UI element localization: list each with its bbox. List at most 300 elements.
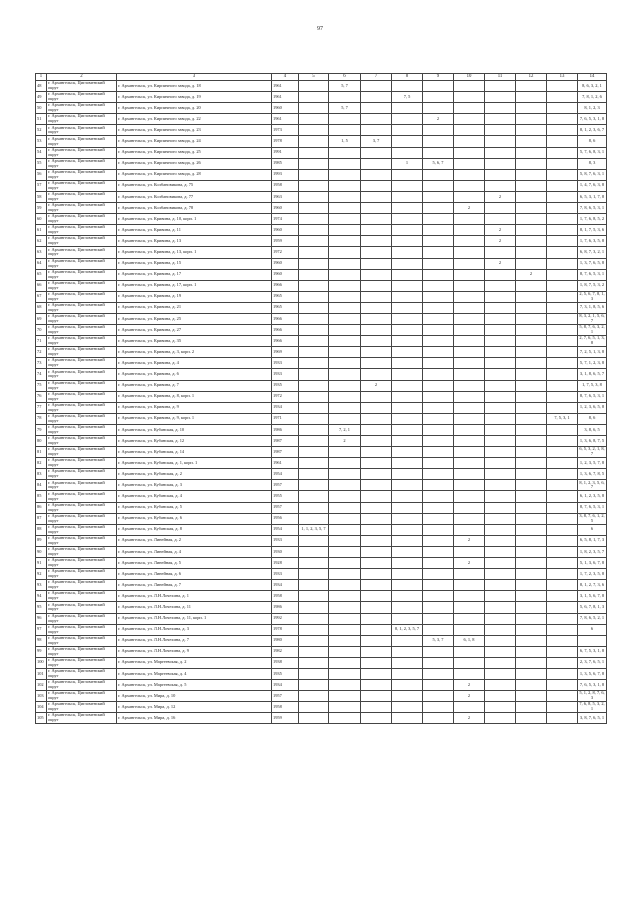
value-cell-col-13: [547, 424, 578, 435]
column-header-6: 6: [329, 74, 361, 81]
value-cell-col-10: [454, 402, 485, 413]
row-number: 70: [36, 325, 47, 336]
district-cell: г. Архангельск, Цигломенский округ: [47, 158, 117, 169]
value-cell-col-6: [329, 391, 361, 402]
value-cell-col-9: [423, 347, 454, 358]
value-cell-col-5: [299, 247, 329, 258]
value-cell-col-13: [547, 591, 578, 602]
value-cell-col-8: [392, 668, 423, 679]
value-cell-col-11: [485, 92, 516, 103]
value-cell-col-5: [299, 469, 329, 480]
value-cell-col-13: [547, 635, 578, 646]
value-cell-col-6: [329, 269, 361, 280]
value-cell-col-9: [423, 269, 454, 280]
table-row: [36, 680, 607, 691]
value-cell-col-10: [454, 180, 485, 191]
value-cell-col-8: [392, 291, 423, 302]
value-cell-col-12: [516, 546, 547, 557]
value-cell-col-12: [516, 358, 547, 369]
district-cell: г. Архангельск, Цигломенский округ: [47, 424, 117, 435]
value-cell-col-10: [454, 358, 485, 369]
row-number: 90: [36, 546, 47, 557]
value-cell-col-9: 2: [423, 114, 454, 125]
address-cell: г. Архангельск, ул. Маргеевская, д. 2: [117, 657, 272, 668]
value-cell-col-13: [547, 702, 578, 713]
priority-cell: 8, 6: [578, 413, 607, 424]
district-cell: г. Архангельск, Цигломенский округ: [47, 436, 117, 447]
value-cell-col-6: [329, 158, 361, 169]
value-cell-col-12: [516, 524, 547, 535]
value-cell-col-5: [299, 513, 329, 524]
value-cell-col-6: [329, 225, 361, 236]
table-body: [36, 81, 607, 724]
district-cell: г. Архангельск, Цигломенский округ: [47, 558, 117, 569]
value-cell-col-9: [423, 391, 454, 402]
value-cell-col-5: [299, 646, 329, 657]
value-cell-col-12: [516, 491, 547, 502]
table-row: [36, 247, 607, 258]
value-cell-col-10: [454, 657, 485, 668]
value-cell-col-11: [485, 635, 516, 646]
value-cell-col-8: [392, 546, 423, 557]
value-cell-col-12: [516, 502, 547, 513]
value-cell-col-8: [392, 591, 423, 602]
value-cell-col-5: [299, 236, 329, 247]
value-cell-col-6: [329, 546, 361, 557]
value-cell-col-13: [547, 513, 578, 524]
value-cell-col-10: 2: [454, 203, 485, 214]
address-cell: г. Архангельск, ул. Линейная, д. 7: [117, 580, 272, 591]
value-cell-col-8: [392, 147, 423, 158]
value-cell-col-13: [547, 569, 578, 580]
value-cell-col-5: [299, 436, 329, 447]
value-cell-col-9: [423, 258, 454, 269]
table-row: [36, 136, 607, 147]
year-cell: 1956: [272, 513, 299, 524]
district-cell: г. Архангельск, Цигломенский округ: [47, 646, 117, 657]
value-cell-col-11: [485, 136, 516, 147]
district-cell: г. Архангельск, Цигломенский округ: [47, 81, 117, 92]
priority-cell: 8, 6, 3, 2, 1: [578, 81, 607, 92]
year-cell: 1971: [272, 413, 299, 424]
table-row: [36, 713, 607, 724]
priority-cell: 7, 6, 5, 3, 1, 8: [578, 680, 607, 691]
value-cell-col-10: 2: [454, 713, 485, 724]
value-cell-col-12: [516, 668, 547, 679]
year-cell: 1978: [272, 136, 299, 147]
value-cell-col-7: [361, 92, 392, 103]
value-cell-col-11: [485, 358, 516, 369]
value-cell-col-10: [454, 391, 485, 402]
value-cell-col-8: [392, 269, 423, 280]
district-cell: г. Архангельск, Цигломенский округ: [47, 546, 117, 557]
year-cell: 1957: [272, 480, 299, 491]
value-cell-col-9: [423, 369, 454, 380]
value-cell-col-6: [329, 702, 361, 713]
value-cell-col-7: [361, 646, 392, 657]
address-cell: г. Архангельск, ул. Кубанская, д. 1, корп. 1: [117, 458, 272, 469]
value-cell-col-5: [299, 668, 329, 679]
value-cell-col-10: [454, 602, 485, 613]
value-cell-col-5: [299, 613, 329, 624]
value-cell-col-6: 7, 2, 1: [329, 424, 361, 435]
value-cell-col-5: [299, 180, 329, 191]
address-cell: г. Архангельск, ул. Кривина, д. 17, корп. 1: [117, 280, 272, 291]
address-cell: г. Архангельск, ул. Л.Н.Лочехина, д. 1: [117, 591, 272, 602]
value-cell-col-10: [454, 147, 485, 158]
priority-cell: 5, 7, 6, 8, 3, 1: [578, 147, 607, 158]
value-cell-col-11: [485, 169, 516, 180]
value-cell-col-8: [392, 380, 423, 391]
value-cell-col-7: [361, 402, 392, 413]
district-cell: г. Архангельск, Цигломенский округ: [47, 491, 117, 502]
value-cell-col-11: [485, 247, 516, 258]
priority-cell: 7, 2, 5, 1, 3, 8: [578, 347, 607, 358]
column-header-8: 8: [392, 74, 423, 81]
table-row: [36, 236, 607, 247]
value-cell-col-7: [361, 258, 392, 269]
table-row: [36, 436, 607, 447]
value-cell-col-7: [361, 546, 392, 557]
value-cell-col-5: [299, 380, 329, 391]
value-cell-col-5: [299, 558, 329, 569]
value-cell-col-5: [299, 402, 329, 413]
value-cell-col-6: [329, 280, 361, 291]
value-cell-col-9: [423, 291, 454, 302]
row-number: 79: [36, 424, 47, 435]
value-cell-col-5: [299, 347, 329, 358]
value-cell-col-10: [454, 136, 485, 147]
priority-cell: 7, 8, 6, 5, 3, 1: [578, 203, 607, 214]
value-cell-col-10: [454, 469, 485, 480]
district-cell: г. Архангельск, Цигломенский округ: [47, 347, 117, 358]
value-cell-col-9: [423, 125, 454, 136]
value-cell-col-9: [423, 225, 454, 236]
value-cell-col-7: [361, 225, 392, 236]
row-number: 51: [36, 114, 47, 125]
value-cell-col-9: [423, 191, 454, 202]
value-cell-col-6: [329, 214, 361, 225]
value-cell-col-5: [299, 624, 329, 635]
address-cell: г. Архангельск, ул. Кривина, д. 13: [117, 236, 272, 247]
year-cell: 1986: [272, 602, 299, 613]
value-cell-col-11: [485, 469, 516, 480]
district-cell: г. Архангельск, Цигломенский округ: [47, 236, 117, 247]
value-cell-col-6: [329, 524, 361, 535]
value-cell-col-7: [361, 447, 392, 458]
district-cell: г. Архангельск, Цигломенский округ: [47, 247, 117, 258]
year-cell: 1933: [272, 358, 299, 369]
district-cell: г. Архангельск, Цигломенский округ: [47, 336, 117, 347]
column-header-5: 5: [299, 74, 329, 81]
value-cell-col-7: [361, 424, 392, 435]
table-row: [36, 591, 607, 602]
value-cell-col-7: [361, 469, 392, 480]
priority-cell: 6, 5, 8, 1, 7, 3: [578, 535, 607, 546]
priority-cell: 6: [578, 524, 607, 535]
district-cell: г. Архангельск, Цигломенский округ: [47, 369, 117, 380]
year-cell: 1928: [272, 558, 299, 569]
row-number: 67: [36, 291, 47, 302]
value-cell-col-8: [392, 480, 423, 491]
value-cell-col-10: [454, 347, 485, 358]
value-cell-col-10: [454, 524, 485, 535]
priority-cell: 5, 8, 7, 6, 3, 1: [578, 169, 607, 180]
district-cell: г. Архангельск, Цигломенский округ: [47, 291, 117, 302]
value-cell-col-9: [423, 624, 454, 635]
column-header-1: 1: [36, 74, 47, 81]
address-cell: г. Архангельск, ул. Кирпичного завода, д. 19: [117, 92, 272, 103]
value-cell-col-12: [516, 125, 547, 136]
table-row: [36, 191, 607, 202]
value-cell-col-12: [516, 81, 547, 92]
value-cell-col-10: 2: [454, 558, 485, 569]
district-cell: г. Архангельск, Цигломенский округ: [47, 513, 117, 524]
value-cell-col-8: [392, 580, 423, 591]
value-cell-col-7: [361, 180, 392, 191]
value-cell-col-8: [392, 358, 423, 369]
row-number: 62: [36, 236, 47, 247]
value-cell-col-8: [392, 602, 423, 613]
priority-cell: 6, 1, 2, 3, 5, 8: [578, 491, 607, 502]
value-cell-col-12: [516, 380, 547, 391]
address-cell: г. Архангельск, ул. Маргеевская, д. 4: [117, 668, 272, 679]
row-number: 65: [36, 269, 47, 280]
value-cell-col-9: [423, 236, 454, 247]
table-row: [36, 569, 607, 580]
value-cell-col-13: [547, 458, 578, 469]
value-cell-col-9: [423, 591, 454, 602]
value-cell-col-7: [361, 691, 392, 702]
table-row: [36, 280, 607, 291]
priority-cell: 1, 7, 5, 3, 8: [578, 380, 607, 391]
year-cell: 1960: [272, 103, 299, 114]
value-cell-col-7: [361, 458, 392, 469]
value-cell-col-13: [547, 613, 578, 624]
year-cell: 1961: [272, 114, 299, 125]
value-cell-col-9: [423, 713, 454, 724]
value-cell-col-10: [454, 413, 485, 424]
value-cell-col-8: [392, 103, 423, 114]
priority-cell: 8, 3, 2, 1, 5, 6, 7: [579, 313, 605, 324]
year-cell: 1959: [272, 236, 299, 247]
table-row: [36, 369, 607, 380]
row-number: 75: [36, 380, 47, 391]
table-row: [36, 458, 607, 469]
value-cell-col-10: [454, 546, 485, 557]
value-cell-col-5: [299, 269, 329, 280]
value-cell-col-9: [423, 469, 454, 480]
row-number: 72: [36, 347, 47, 358]
value-cell-col-5: [299, 635, 329, 646]
row-number: 93: [36, 580, 47, 591]
value-cell-col-5: [299, 591, 329, 602]
value-cell-col-5: [299, 458, 329, 469]
value-cell-col-11: [485, 502, 516, 513]
value-cell-col-7: [361, 624, 392, 635]
value-cell-col-11: [485, 380, 516, 391]
address-cell: г. Архангельск, ул. Кубанская, д. 14: [117, 447, 272, 458]
column-header-2: 2: [47, 74, 117, 81]
row-number: 83: [36, 469, 47, 480]
value-cell-col-12: [516, 203, 547, 214]
value-cell-col-13: [547, 81, 578, 92]
value-cell-col-11: [485, 447, 516, 458]
year-cell: 1960: [272, 203, 299, 214]
value-cell-col-10: [454, 114, 485, 125]
value-cell-col-10: 2: [454, 680, 485, 691]
priority-cell: 6, 8, 7, 3, 2, 1: [578, 247, 607, 258]
address-cell: г. Архангельск, ул. Кривина, д. 25: [117, 313, 272, 324]
value-cell-col-12: [516, 469, 547, 480]
priority-cell: 8, 1, 2, 3, 6, 7: [578, 125, 607, 136]
address-cell: г. Архангельск, ул. Кубанская, д. 2: [117, 469, 272, 480]
value-cell-col-13: [547, 214, 578, 225]
value-cell-col-11: [485, 513, 516, 524]
year-cell: 1965: [272, 302, 299, 313]
value-cell-col-6: [329, 680, 361, 691]
address-cell: г. Архангельск, ул. Л.Н.Лочехина, д. 11, корп. 1: [117, 613, 272, 624]
address-cell: г. Архангельск, ул. Л.Н.Лочехина, д. 9: [117, 646, 272, 657]
value-cell-col-6: [329, 657, 361, 668]
year-cell: 1934: [272, 402, 299, 413]
value-cell-col-6: [329, 458, 361, 469]
value-cell-col-10: 6, 1, 8: [454, 635, 485, 646]
value-cell-col-12: [516, 646, 547, 657]
table-row: [36, 513, 607, 524]
value-cell-col-9: [423, 136, 454, 147]
district-cell: г. Архангельск, Цигломенский округ: [47, 447, 117, 458]
value-cell-col-6: [329, 369, 361, 380]
district-cell: г. Архангельск, Цигломенский округ: [47, 402, 117, 413]
priority-cell: 2, 5, 6, 7, 8, 1, 3: [579, 291, 605, 301]
address-cell: г. Архангельск, ул. Линейная, д. 4: [117, 546, 272, 557]
value-cell-col-9: [423, 458, 454, 469]
row-number: 80: [36, 436, 47, 447]
value-cell-col-13: [547, 347, 578, 358]
column-header-7: 7: [361, 74, 392, 81]
table-row: [36, 535, 607, 546]
value-cell-col-9: [423, 447, 454, 458]
address-cell: г. Архангельск, ул. Кирпичного завода, д. 24: [117, 136, 272, 147]
value-cell-col-9: [423, 424, 454, 435]
value-cell-col-10: 2: [454, 691, 485, 702]
priority-cell: 3, 1, 8, 6, 5, 7: [578, 369, 607, 380]
value-cell-col-13: [547, 114, 578, 125]
address-cell: г. Архангельск, ул. Кривина, д. 11: [117, 225, 272, 236]
priority-cell: 5, 6, 7, 8, 1, 3: [578, 602, 607, 613]
value-cell-col-12: [516, 436, 547, 447]
value-cell-col-9: [423, 413, 454, 424]
district-cell: г. Архангельск, Цигломенский округ: [47, 358, 117, 369]
value-cell-col-7: [361, 680, 392, 691]
address-cell: г. Архангельск, ул. Кубанская, д. 5: [117, 502, 272, 513]
table-row: [36, 546, 607, 557]
value-cell-col-6: [329, 691, 361, 702]
value-cell-col-5: [299, 114, 329, 125]
value-cell-col-13: [547, 580, 578, 591]
value-cell-col-10: [454, 214, 485, 225]
value-cell-col-12: [516, 92, 547, 103]
priority-cell: 1, 3, 6, 7, 8, 5: [578, 469, 607, 480]
value-cell-col-11: [485, 646, 516, 657]
value-cell-col-11: [485, 668, 516, 679]
priority-cell: 8, 1, 7, 5, 3, 6: [578, 225, 607, 236]
value-cell-col-11: [485, 657, 516, 668]
value-cell-col-9: [423, 313, 454, 324]
value-cell-col-11: [485, 713, 516, 724]
value-cell-col-5: [299, 546, 329, 557]
address-cell: г. Архангельск, ул. Кривина, д. 21: [117, 302, 272, 313]
table-row: [36, 668, 607, 679]
value-cell-col-13: [547, 691, 578, 702]
value-cell-col-6: [329, 147, 361, 158]
address-cell: г. Архангельск, ул. Кубанская, д. 8: [117, 524, 272, 535]
value-cell-col-12: [516, 513, 547, 524]
value-cell-col-13: [547, 624, 578, 635]
value-cell-col-13: [547, 302, 578, 313]
value-cell-col-12: [516, 402, 547, 413]
value-cell-col-8: [392, 491, 423, 502]
value-cell-col-7: [361, 591, 392, 602]
value-cell-col-10: [454, 158, 485, 169]
value-cell-col-7: [361, 668, 392, 679]
value-cell-col-5: [299, 136, 329, 147]
priority-cell: 2, 7, 6, 5, 1, 3, 8: [579, 335, 605, 346]
value-cell-col-6: [329, 336, 361, 347]
value-cell-col-8: 1: [392, 158, 423, 169]
year-cell: 1954: [272, 469, 299, 480]
district-cell: г. Архангельск, Цигломенский округ: [47, 413, 117, 424]
value-cell-col-6: [329, 447, 361, 458]
value-cell-col-11: [485, 347, 516, 358]
value-cell-col-8: [392, 691, 423, 702]
address-cell: г. Архангельск, ул. Кирпичного завода, д. 25: [117, 147, 272, 158]
value-cell-col-12: [516, 225, 547, 236]
value-cell-col-9: [423, 668, 454, 679]
value-cell-col-5: [299, 147, 329, 158]
table-row: [36, 214, 607, 225]
value-cell-col-9: [423, 214, 454, 225]
value-cell-col-13: [547, 247, 578, 258]
address-cell: г. Архангельск, ул. Кирпичного завода, д. 22: [117, 114, 272, 125]
value-cell-col-13: [547, 180, 578, 191]
value-cell-col-10: [454, 369, 485, 380]
value-cell-col-10: [454, 646, 485, 657]
row-number: 96: [36, 613, 47, 624]
year-cell: 1991: [272, 147, 299, 158]
value-cell-col-8: [392, 635, 423, 646]
priority-cell: 6, 5, 3, 1, 7, 8: [578, 191, 607, 202]
district-cell: г. Архангельск, Цигломенский округ: [47, 668, 117, 679]
table-row: [36, 92, 607, 103]
district-cell: г. Архангельск, Цигломенский округ: [47, 92, 117, 103]
year-cell: 1934: [272, 680, 299, 691]
value-cell-col-5: [299, 602, 329, 613]
row-number: 101: [36, 668, 47, 679]
priority-cell: 3, 8, 7, 6, 5, 1: [578, 713, 607, 724]
value-cell-col-7: [361, 191, 392, 202]
priority-cell: 1, 4, 7, 6, 3, 8: [578, 180, 607, 191]
value-cell-col-9: [423, 502, 454, 513]
value-cell-col-8: [392, 191, 423, 202]
value-cell-col-7: [361, 269, 392, 280]
value-cell-col-9: [423, 691, 454, 702]
value-cell-col-7: [361, 524, 392, 535]
value-cell-col-5: [299, 203, 329, 214]
value-cell-col-11: [485, 580, 516, 591]
value-cell-col-7: [361, 325, 392, 336]
